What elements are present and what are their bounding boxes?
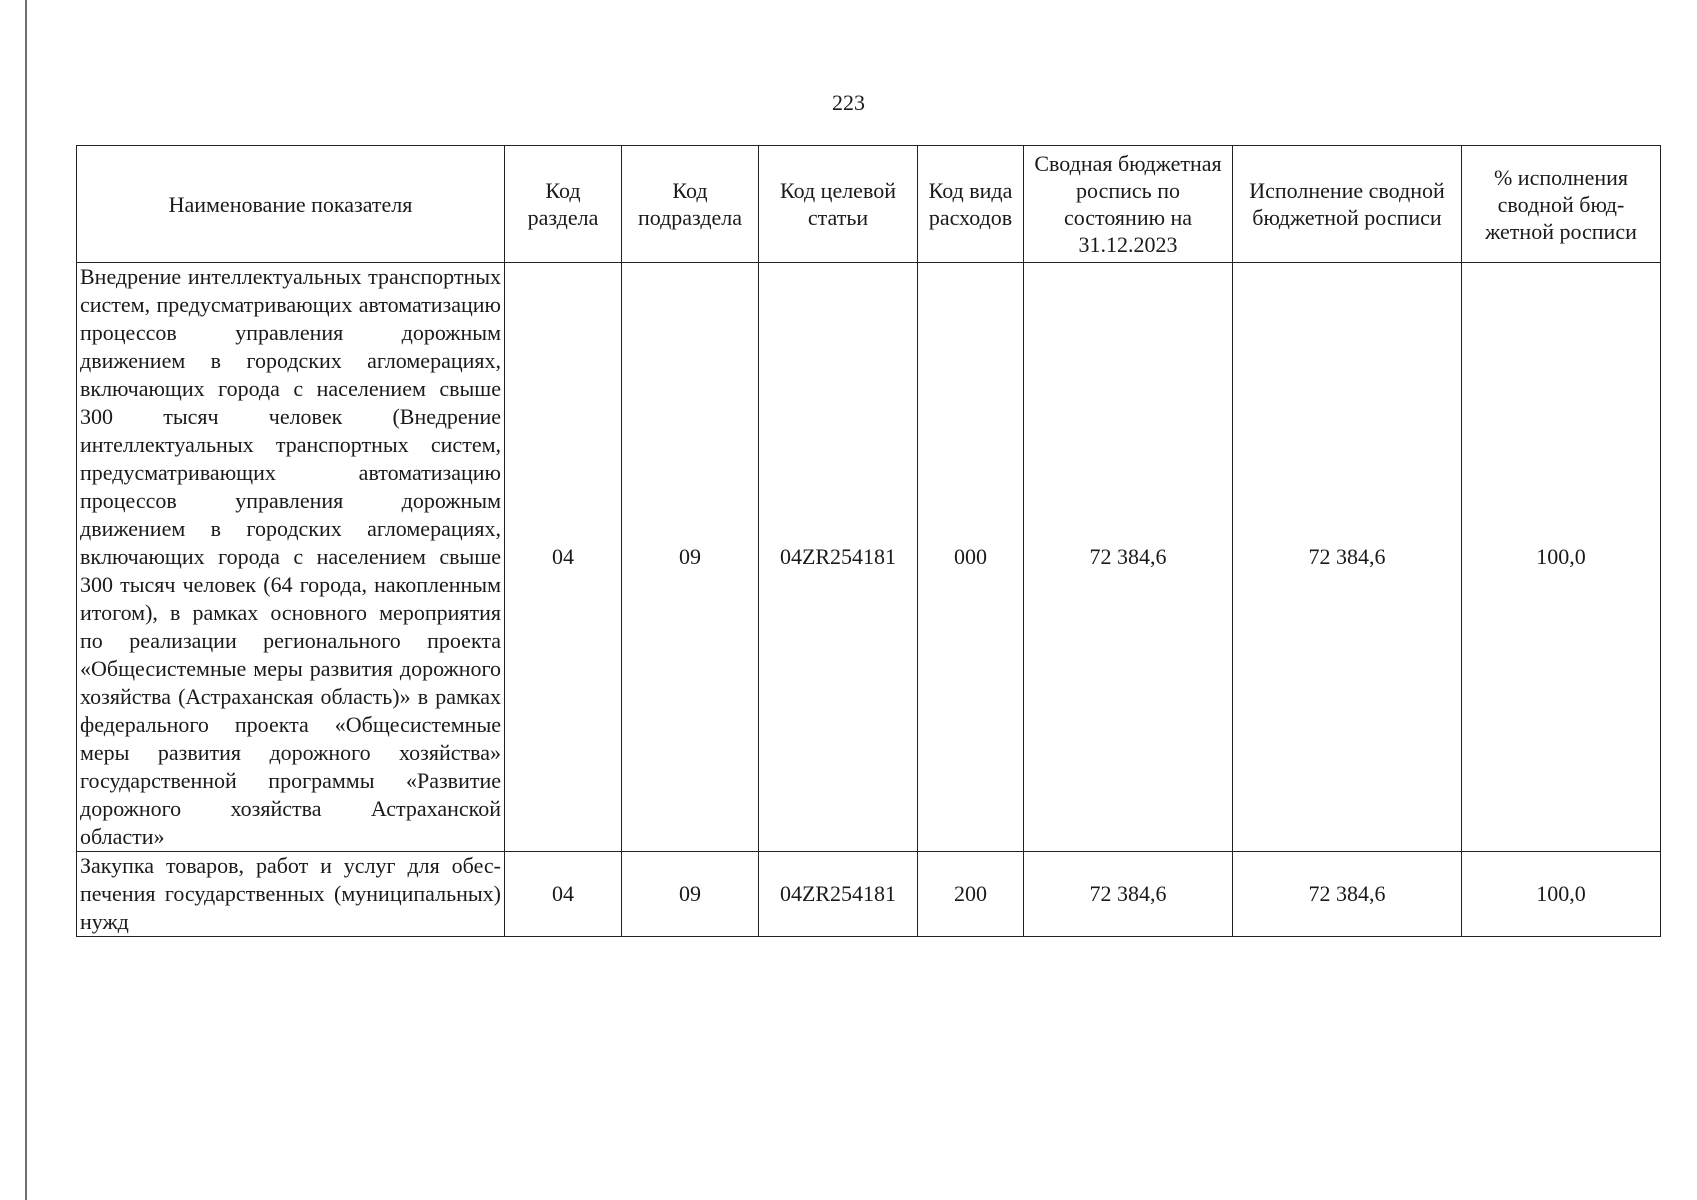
row-name: Внедрение интеллектуальных транспортных систем, предусматривающих автоматизацию процессов управления дорожным движением в городских агломерациях, включающих города с населением свыше 300 тысяч человек (Внедрение интеллектуальных транспортных систем, предусматривающих автоматизацию процессов управления дорожным движением в городских агломерациях, включающих города с населением свыше 300 тысяч человек (64 города, накопленным итогом), в рамках основного мероприятия по реализации регионального проекта «Общесистемные меры развития дорожного хозяйства (Астраханская область)» в рамках федерального проекта «Общесистемные меры развития дорожного хозяйства» государственной программы «Развитие дорожного хозяйства Астраханской области» xyxy=(77,263,505,852)
col-header-plan: Сводная бюджетная роспись по состоянию на 31.12.2023 xyxy=(1024,146,1233,263)
row-subsection: 09 xyxy=(622,852,759,937)
row-percent: 100,0 xyxy=(1462,263,1661,852)
budget-table xyxy=(76,145,1661,937)
row-plan: 72 384,6 xyxy=(1024,852,1233,937)
col-header-expense-type: Код вида расходов xyxy=(918,146,1024,263)
table-row xyxy=(77,263,1661,852)
binding-line xyxy=(25,0,27,1200)
col-header-target: Код целевой статьи xyxy=(759,146,918,263)
row-expense-type: 200 xyxy=(918,852,1024,937)
row-section: 04 xyxy=(505,852,622,937)
col-header-percent: % исполнения сводной бюд-жетной росписи xyxy=(1462,146,1661,263)
col-header-execution: Исполнение сводной бюджетной росписи xyxy=(1233,146,1462,263)
row-expense-type: 000 xyxy=(918,263,1024,852)
row-execution: 72 384,6 xyxy=(1233,852,1462,937)
page-number: 223 xyxy=(832,90,865,115)
row-target: 04ZR254181 xyxy=(759,852,918,937)
row-execution: 72 384,6 xyxy=(1233,263,1462,852)
row-percent: 100,0 xyxy=(1462,852,1661,937)
row-name: Закупка товаров, работ и услуг для обеспечения государственных (муниципальных) нужд xyxy=(77,852,505,937)
col-header-name: Наименование показателя xyxy=(77,146,505,263)
table-row xyxy=(77,852,1661,937)
row-plan: 72 384,6 xyxy=(1024,263,1233,852)
col-header-section: Код раздела xyxy=(505,146,622,263)
row-section: 04 xyxy=(505,263,622,852)
col-header-subsection: Код подраздела xyxy=(622,146,759,263)
header-row xyxy=(77,146,1661,263)
row-subsection: 09 xyxy=(622,263,759,852)
row-target: 04ZR254181 xyxy=(759,263,918,852)
